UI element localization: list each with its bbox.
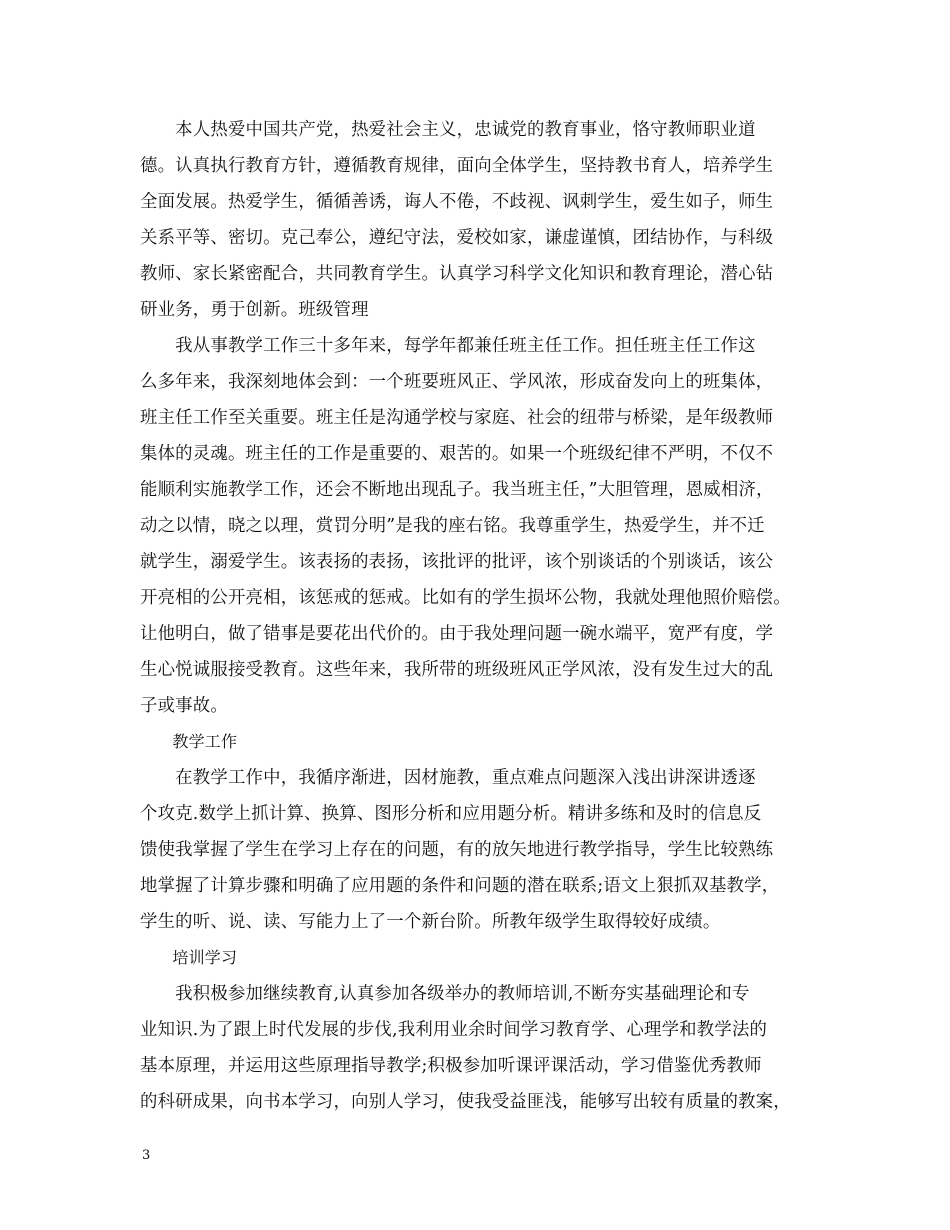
text-line: 学生的听、说、读、写能力上了一个新台阶。所教年级学生取得较好成绩。 — [140, 912, 721, 932]
text-line: 生心悦诚服接受教育。这些年来，我所带的班级班风正学风浓，没有发生过大的乱 — [140, 660, 774, 680]
text-line: 么多年来，我深刻地体会到：一个班要班风正、学风浓，形成奋发向上的班集体， — [140, 372, 774, 392]
section-heading: 培训学习 — [140, 948, 238, 967]
text-line: 动之以情，晓之以理，赏罚分明”是我的座右铭。我尊重学生，热爱学生，并不迁 — [140, 516, 765, 536]
text-line: 让他明白，做了错事是要花出代价的。由于我处理问题一碗水端平，宽严有度，学 — [140, 624, 774, 644]
text-line: 业知识.为了跟上时代发展的步伐,我利用业余时间学习教育学、心理学和教学法的 — [140, 1020, 768, 1040]
text-line: 德。认真执行教育方针，遵循教育规律，面向全体学生，坚持教书育人，培养学生 — [140, 156, 774, 176]
text-line: 我从事教学工作三十多年来，每学年都兼任班主任工作。担任班主任工作这 — [140, 336, 756, 356]
text-line: 集体的灵魂。班主任的工作是重要的、艰苦的。如果一个班级纪律不严明，不仅不 — [140, 444, 774, 464]
text-line: 我积极参加继续教育,认真参加各级举办的教师培训,不断夯实基础理论和专 — [140, 984, 750, 1004]
text-line: 子或事故。 — [140, 696, 228, 716]
text-line: 本人热爱中国共产党，热爱社会主义，忠诚党的教育事业，恪守教师职业道 — [140, 120, 756, 140]
text-line: 开亮相的公开亮相，该惩戒的惩戒。比如有的学生损坏公物，我就处理他照价赔偿。 — [140, 588, 791, 608]
text-line: 能顺利实施教学工作，还会不断地出现乱子。我当班主任，”大胆管理，恩威相济， — [140, 480, 774, 500]
page-number: 3 — [142, 1148, 151, 1163]
text-line: 地掌握了计算步骤和明确了应用题的条件和问题的潜在联系;语文上狠抓双基教学， — [140, 876, 780, 896]
text-line: 班主任工作至关重要。班主任是沟通学校与家庭、社会的纽带与桥梁，是年级教师 — [140, 408, 774, 428]
text-line: 馈使我掌握了学生在学习上存在的问题，有的放矢地进行教学指导，学生比较熟练 — [140, 840, 774, 860]
text-line: 教师、家长紧密配合，共同教育学生。认真学习科学文化知识和教育理论，潜心钻 — [140, 264, 774, 284]
text-line: 在教学工作中，我循序渐进，因材施教，重点难点问题深入浅出讲深讲透逐 — [140, 768, 756, 788]
text-line: 关系平等、密切。克己奉公，遵纪守法，爱校如家，谦虚谨慎，团结协作，与科级 — [140, 228, 774, 248]
text-line: 研业务，勇于创新。班级管理 — [140, 300, 369, 320]
text-line: 全面发展。热爱学生，循循善诱，诲人不倦，不歧视、讽刺学生，爱生如子，师生 — [140, 192, 774, 212]
text-line: 基本原理，并运用这些原理指导教学;积极参加听课评课活动，学习借鉴优秀教师 — [140, 1056, 762, 1076]
section-heading: 教学工作 — [140, 732, 238, 751]
text-line: 个攻克.数学上抓计算、换算、图形分析和应用题分析。精讲多练和及时的信息反 — [140, 804, 762, 824]
text-line: 的科研成果，向书本学习，向别人学习，使我受益匪浅，能够写出较有质量的教案， — [140, 1092, 791, 1112]
text-line: 就学生，溺爱学生。该表扬的表扬，该批评的批评，该个别谈话的个别谈话，该公 — [140, 552, 774, 572]
